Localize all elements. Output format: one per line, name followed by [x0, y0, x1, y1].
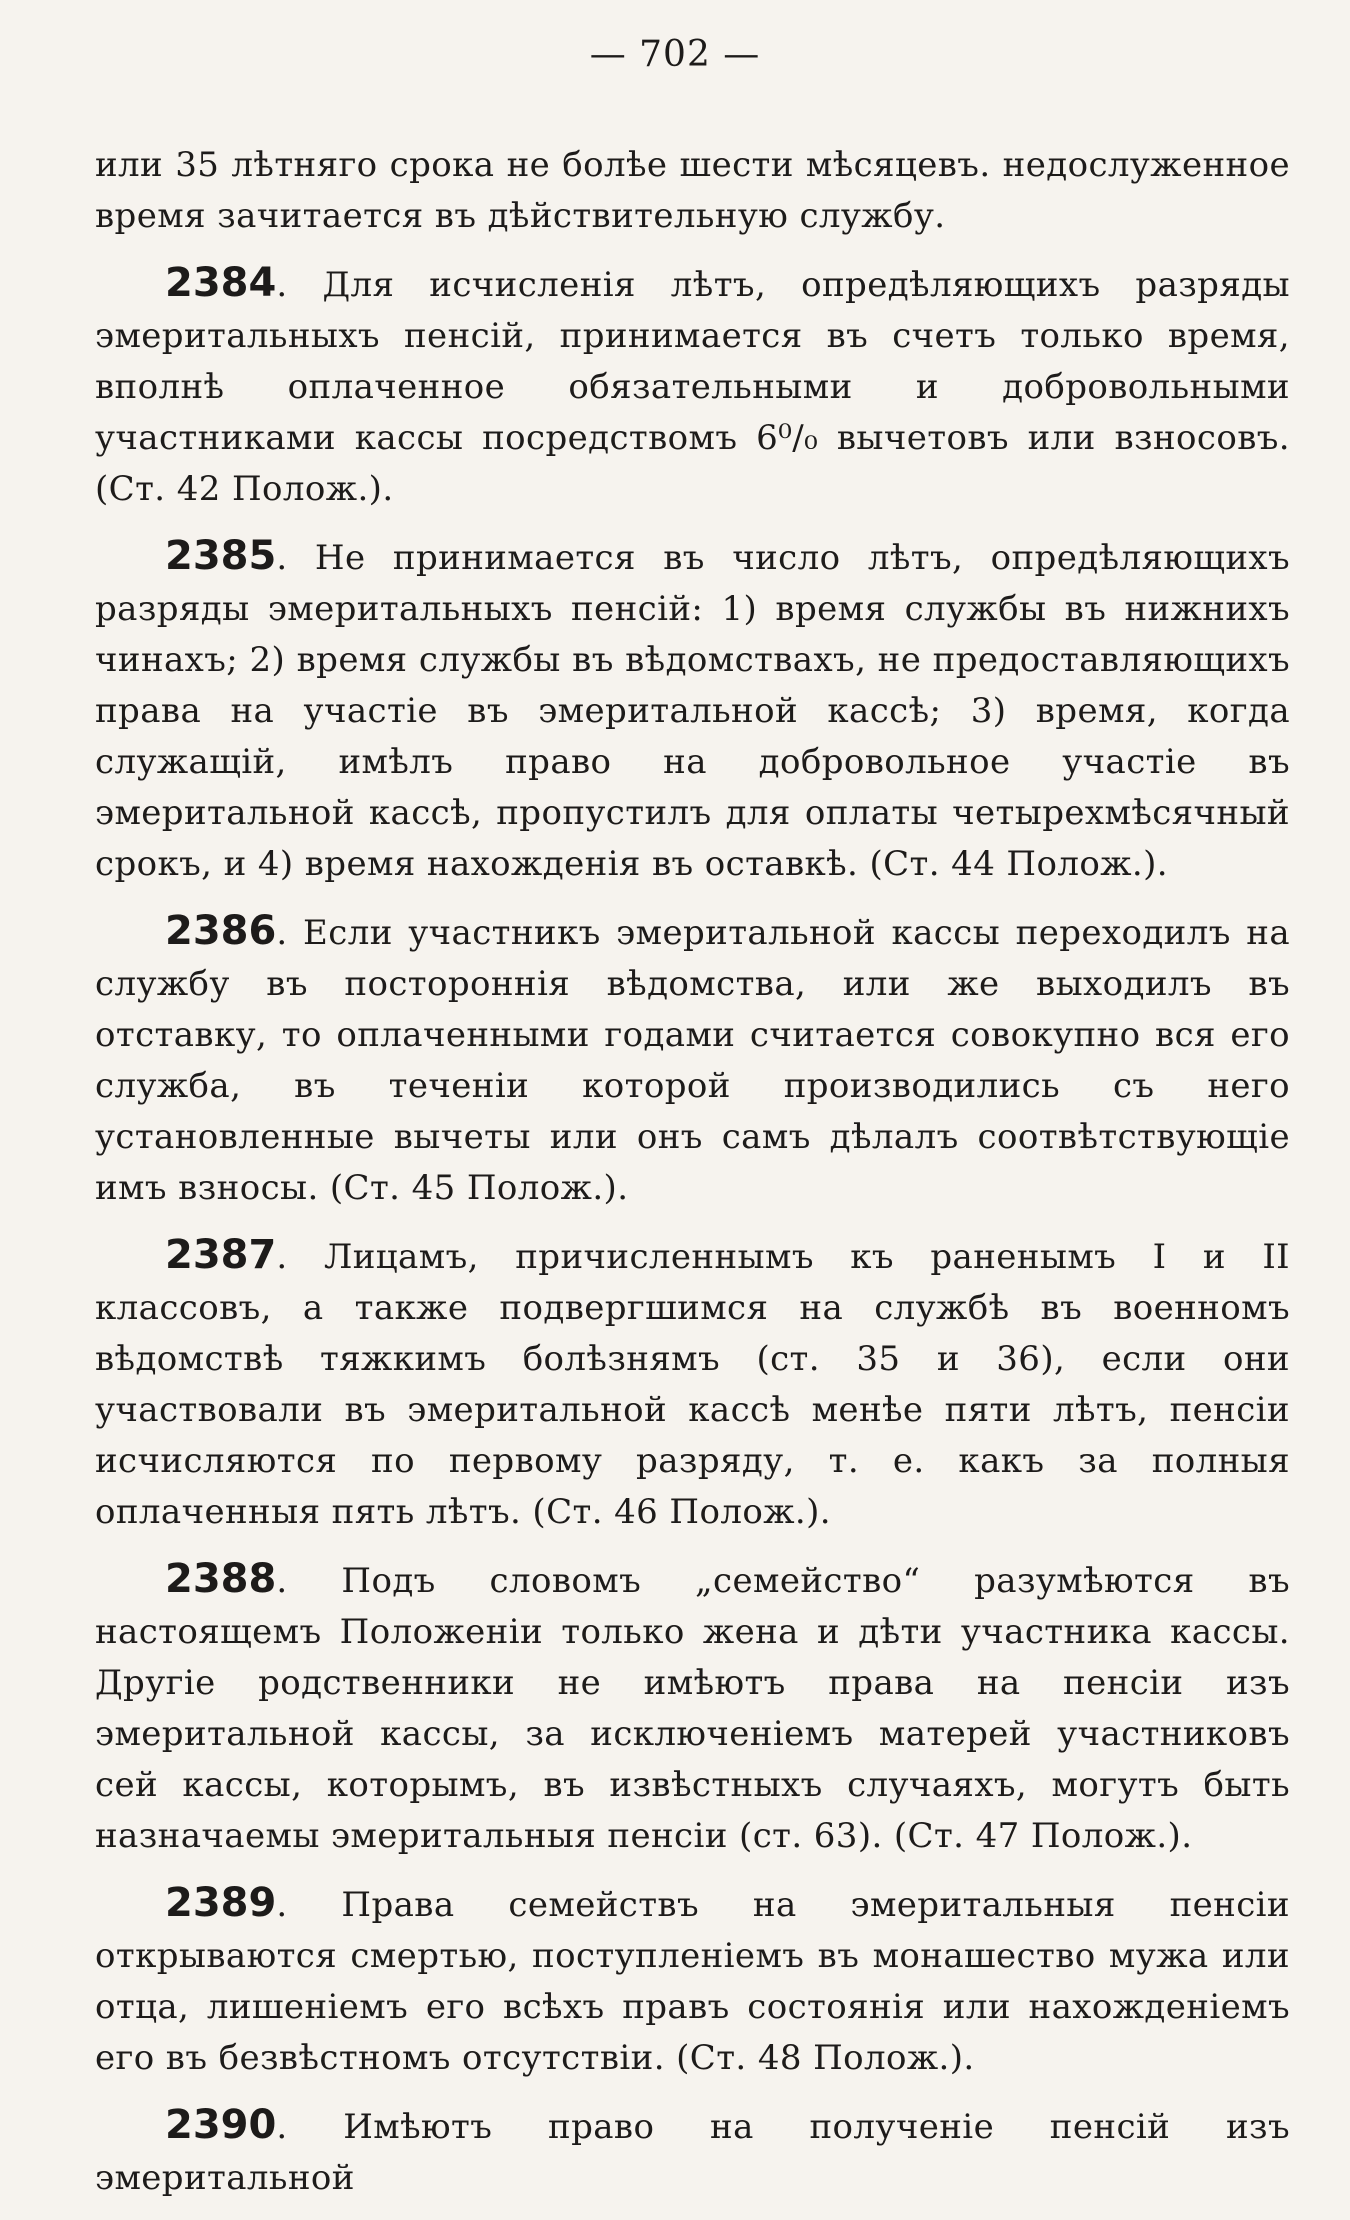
- article-2386: [95, 906, 1290, 1214]
- article-number: 2385: [165, 533, 277, 579]
- article-number: 2390: [165, 2102, 277, 2148]
- article-number: 2386: [165, 908, 277, 954]
- article-text: . Не принимается въ число лѣтъ, опредѣляющихъ разряды эмеритальныхъ пенсій: 1) время службы въ нижнихъ чинахъ; 2) время службы въ вѣдомствахъ, не предоставляющихъ права на участіе въ эмеритальной кассѣ; 3) время, когда служащій, имѣлъ право на добровольное участіе въ эмеритальной кассѣ, пропустилъ для оплаты четырехмѣсячный срокъ, и 4) время нахожденія въ оставкѣ. (Ст. 44 Полож.).: [95, 538, 1290, 884]
- article-text: . Имѣютъ право на полученіе пенсій изъ эмеритальной: [95, 2107, 1290, 2198]
- article-2389: [95, 1878, 1290, 2084]
- page-number: — 702 —: [589, 34, 761, 75]
- article-text: . Права семействъ на эмеритальныя пенсіи открываются смертью, поступленіемъ въ монашество мужа или отца, лишеніемъ его всѣхъ правъ состоянія или нахожденіемъ его въ безвѣстномъ отсутствіи. (Ст. 48 Полож.).: [95, 1885, 1290, 2078]
- article-2384: [95, 258, 1290, 515]
- article-text: . Подъ словомъ „семейство“ разумѣются въ настоящемъ Положеніи только жена и дѣти участника кассы. Другіе родственники не имѣютъ права на пенсіи изъ эмеритальной кассы, за исключеніемъ матерей участниковъ сей кассы, которымъ, въ извѣстныхъ случаяхъ, могутъ быть назначаемы эмеритальныя пенсіи (ст. 63). (Ст. 47 Полож.).: [95, 1561, 1290, 1856]
- continued-paragraph: или 35 лѣтняго срока не болѣе шести мѣсяцевъ. недослуженное время зачитается въ дѣйствительную службу.: [95, 145, 1290, 236]
- article-2390: [95, 2100, 1290, 2204]
- article-number: 2389: [165, 1880, 277, 1926]
- article-number: 2387: [165, 1232, 277, 1278]
- article-text: . Лицамъ, причисленнымъ къ раненымъ I и II классовъ, а также подвергшимся на службѣ въ военномъ вѣдомствѣ тяжкимъ болѣзнямъ (ст. 35 и 36), если они участвовали въ эмеритальной кассѣ менѣе пяти лѣтъ, пенсіи исчисляются по первому разряду, т. е. какъ за полныя оплаченныя пять лѣтъ. (Ст. 46 Полож.).: [95, 1237, 1290, 1532]
- article-number: 2384: [165, 260, 277, 306]
- article-2387: [95, 1230, 1290, 1538]
- article-text: . Если участникъ эмеритальной кассы переходилъ на службу въ постороннія вѣдомства, или же выходилъ въ отставку, то оплаченными годами считается совокупно вся его служба, въ теченіи которой производились съ него установленные вычеты или онъ самъ дѣлалъ соотвѣтствующіе имъ взносы. (Ст. 45 Полож.).: [95, 913, 1290, 1208]
- article-text: . Для исчисленія лѣтъ, опредѣляющихъ разряды эмеритальныхъ пенсій, принимается въ счетъ только время, вполнѣ оплаченное обязательными и добровольными участниками кассы посредствомъ 6⁰/₀ вычетовъ или взносовъ. (Ст. 42 Полож.).: [95, 265, 1290, 509]
- article-2385: [95, 531, 1290, 890]
- article-2388: [95, 1554, 1290, 1862]
- page-body: [95, 140, 1290, 2220]
- article-number: 2388: [165, 1556, 277, 1602]
